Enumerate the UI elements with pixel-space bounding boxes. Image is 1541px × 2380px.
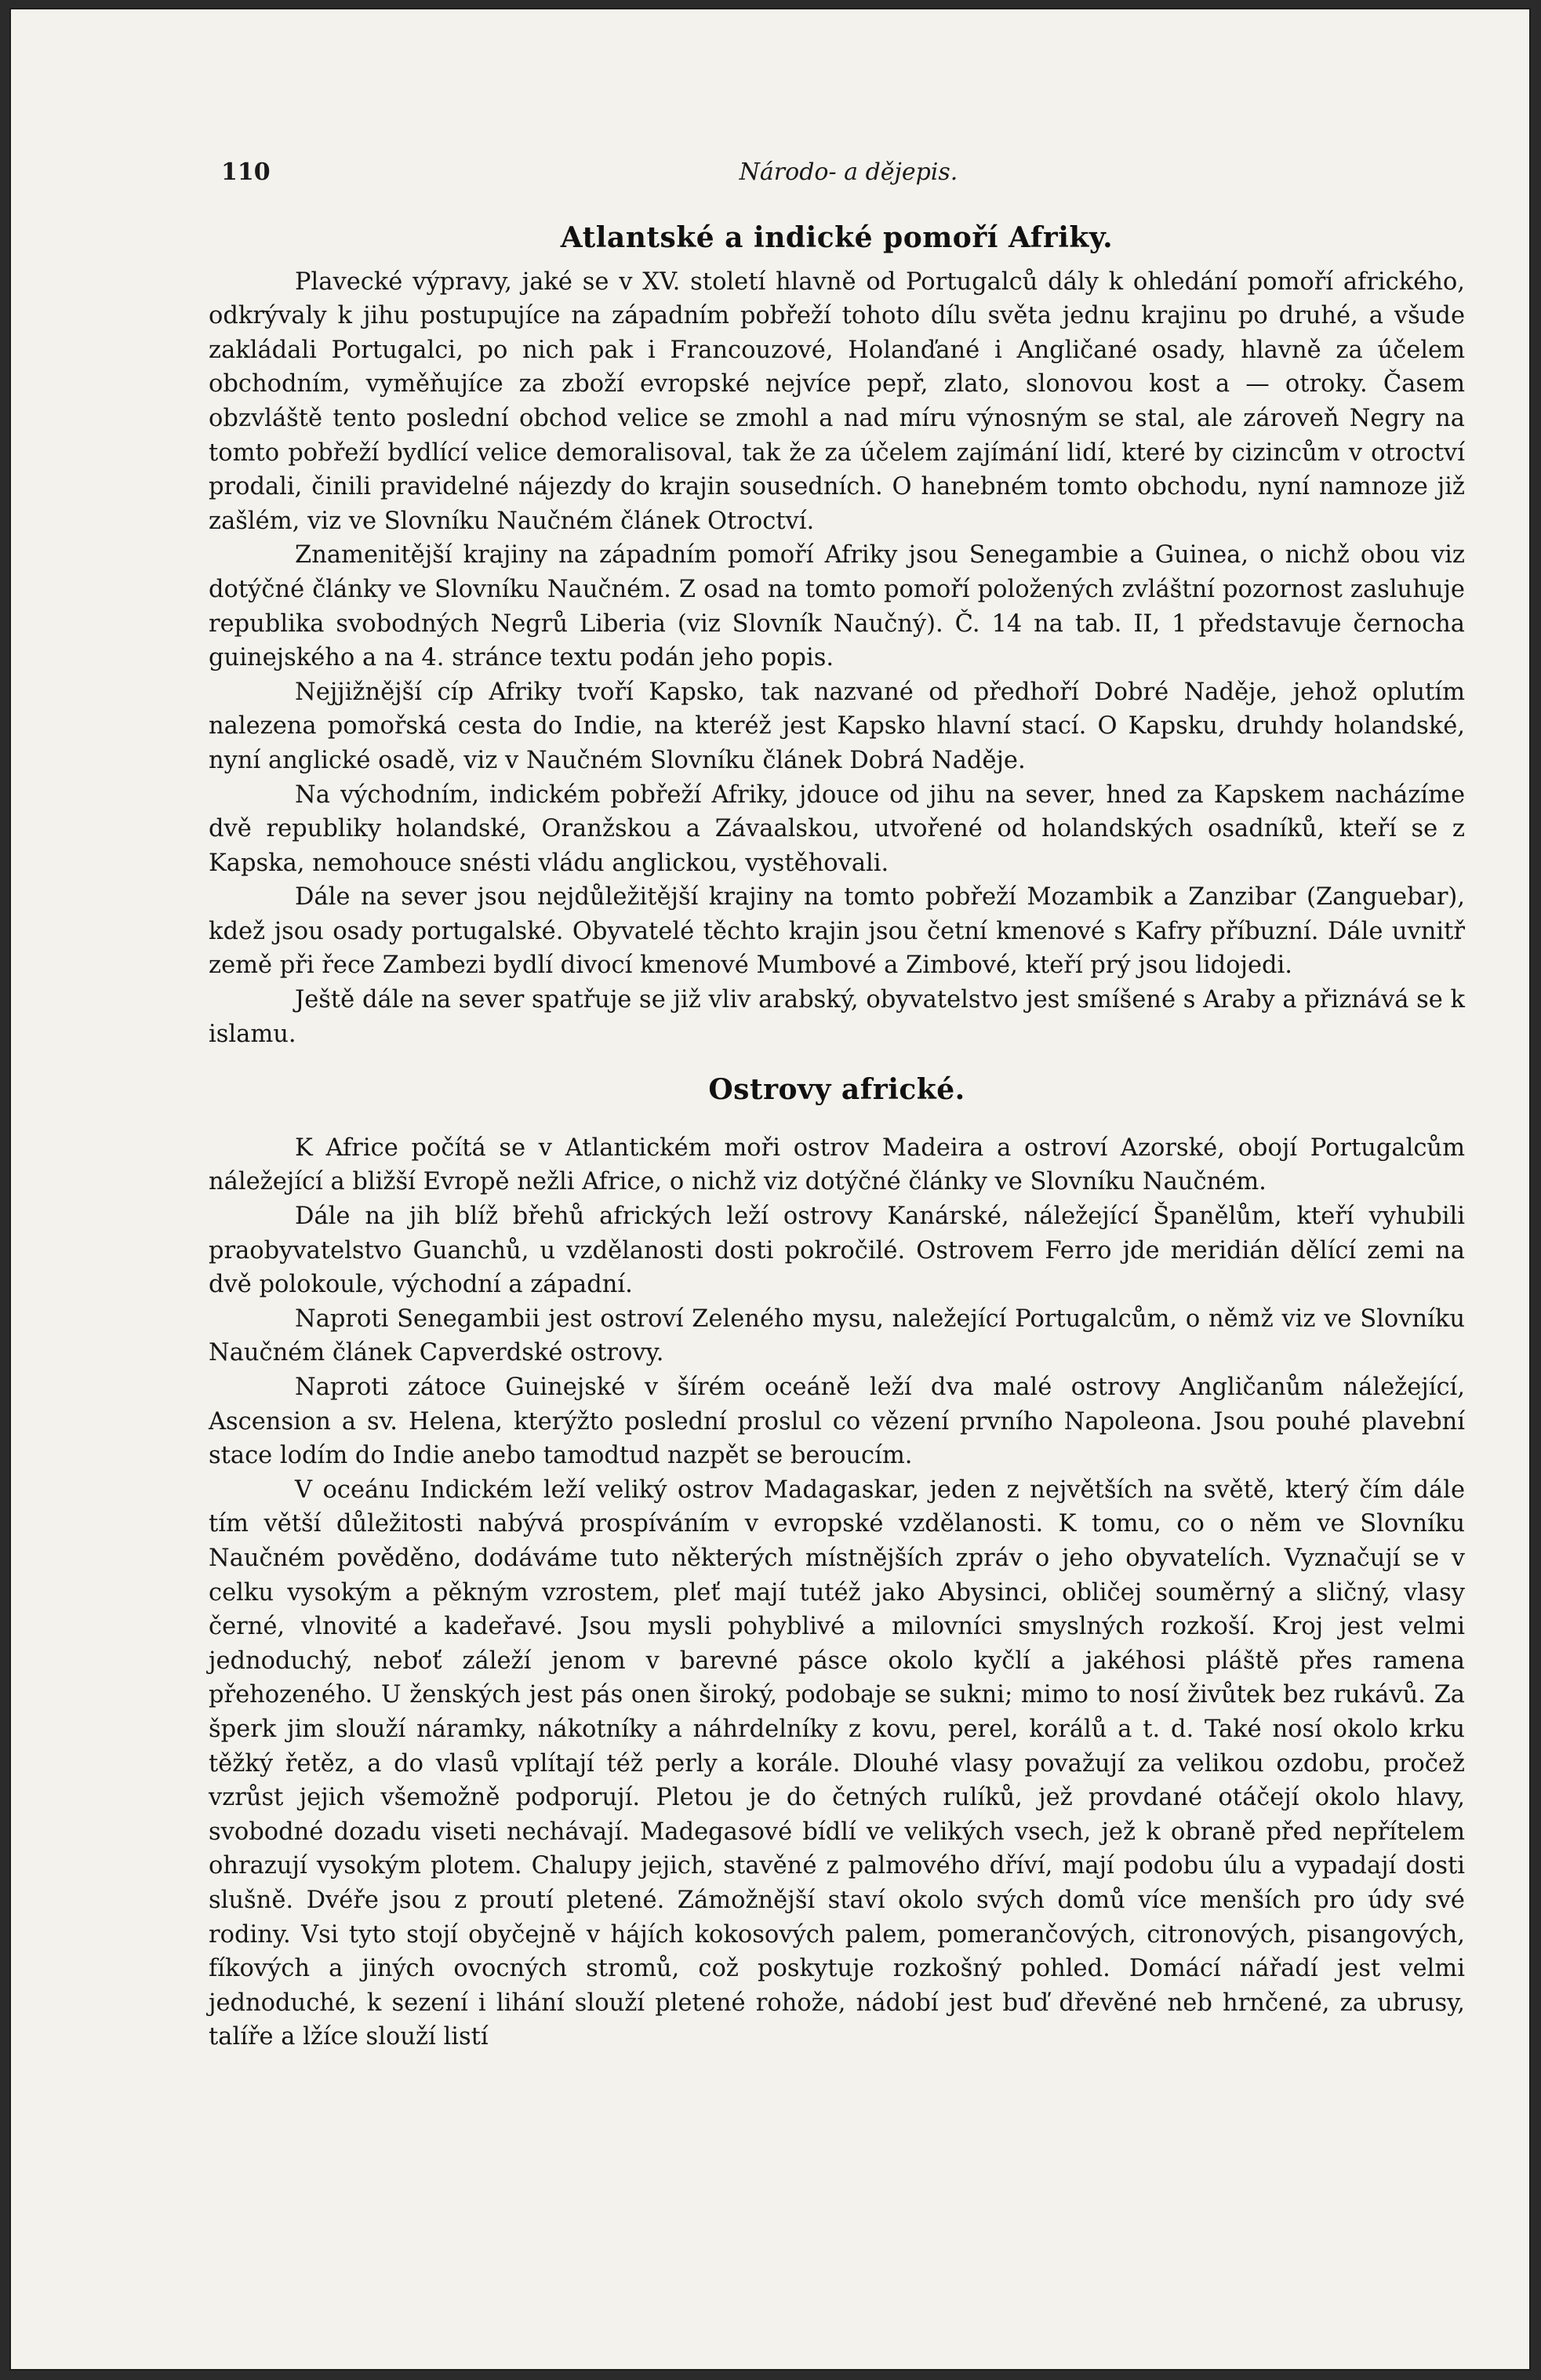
paragraph: Nejjižnější cíp Afriky tvoří Kapsko, tak nazvané od předhoří Dobré Naděje, jehož oplutím nalezena pomořská cesta do Indie, na kteréž jest Kapsko hlavní stací. O Kapsku, druhdy holandské, nyní anglické osadě, viz v Naučném Slovníku článek Dobrá Naděje. [209,678,1465,774]
paragraph: Na východním, indickém pobřeží Afriky, jdouce od jihu na sever, hned za Kapskem nacházíme dvě republiky holandské, Oranžskou a Závaalskou, utvořené od holandských osadníků, kteří se z Kapska, nemohouce snésti vládu anglickou, vystěhovali. [209,781,1465,877]
paragraph: Naproti zátoce Guinejské v šírém oceáně leží dva malé ostrovy Angličanům náležející, Ascension a sv. Helena, kterýžto poslední proslul co vězení prvního Napoleona. Jsou pouhé plavební stace lodím do Indie anebo tamodtud nazpět se beroucím. [209,1374,1465,1470]
paragraph: Naproti Senegambii jest ostroví Zeleného mysu, naležející Portugalcům, o němž viz ve Slovníku Naučném článek Capverdské ostrovy. [209,1305,1465,1367]
paragraph: K Africe počítá se v Atlantickém moři ostrov Madeira a ostroví Azorské, obojí Portugalcům náležející a bližší Evropě nežli Africe, o nichž viz dotýčné články ve Slovníku Naučném. [209,1134,1465,1196]
paragraph: V oceánu Indickém leží veliký ostrov Madagaskar, jeden z největších na světě, který čím dále tím větší důležitosti nabývá prospíváním v evropské vzdělanosti. K tomu, co o něm ve Slovníku Naučném pověděno, dodáváme tuto některých místnějších zpráv o jeho obyvatelích. Vyznačují se v celku vysokým a pěkným vzrostem, pleť mají tutéž jako Abysinci, obličej souměrný a sličný, vlasy černé, vlnovité a kadeřavé. Jsou mysli pohyblivé a milovníci smyslných rozkoší. Kroj jest velmi jednoduchý, neboť záleží jenom v barevné pásce okolo kyčlí a jakéhosi pláště přes ramena přehozeného. U ženských jest pás onen široký, podobaje se sukni; mimo to nosí živůtek bez rukávů. Za šperk jim slouží náramky, nákotníky a náhrdelníky z kovu, perel, korálů a t. d. Také nosí okolo krku těžký řetěz, a do vlasů vplítají též perly a korále. Dlouhé vlasy považují za velikou ozdobu, pročež vzrůst jejich všemožně podporují. Pletou je do četných rulíků, jež provdané otáčejí okolo hlavy, svobodné dozadu viseti nechávají. Madegasové bídlí ve velikých vsech, jež k obraně před nepřítelem ohrazují vysokým plotem. Chalupy jejich, stavěné z palmového dříví, mají podobu úlu a vypadají dosti slušně. Dvéře jsou z proutí pletené. Zámožnější staví okolo svých domů více menších pro údy své rodiny. Vsi tyto stojí obyčejně v hájích kokosových palem, pomerančových, citronových, pisangových, fíkových a jiných ovocných stromů, což poskytuje rozkošný pohled. Domácí nářadí jest velmi jednoduché, k sezení i lihání slouží pletené rohože, nádobí jest buď dřevěné neb hrnčené, za ubrusy, talíře a lžíce slouží listí [209,1476,1465,2051]
paragraph: Ještě dále na sever spatřuje se již vliv arabský, obyvatelstvo jest smíšené s Araby a přiznává se k islamu. [209,986,1465,1048]
paragraph: Plavecké výpravy, jaké se v XV. století hlavně od Portugalců dály k ohledání pomoří afrického, odkrývaly k jihu postupujíce na západním pobřeží tohoto dílu světa jednu krajinu po druhé, a všude zakládali Portugalci, po nich pak i Francouzové, Holanďané i Angličané osady, hlavně za účelem obchodním, vyměňujíce za zboží evropské nejvíce pepř, zlato, slonovou kost a — otroky. Časem obzvláště tento poslední obchod velice se zmohl a nad míru výnosným se stal, ale zároveň Negry na tomto pobřeží bydlící velice demoralisoval, tak že za účelem zajímání lidí, které by cizincům v otroctví prodali, činili pravidelné nájezdy do krajin sousedních. O hanebném tomto obchodu, nyní namnoze již zašlém, viz ve Slovníku Naučném článek Otroctví. [209,267,1465,535]
article-body [209,221,1465,2054]
section-heading-african-islands: Ostrovy africké. [708,1073,965,1107]
running-title: Národo- a dějepis. [739,158,958,186]
paragraph: Dále na jih blíž břehů afrických leží ostrovy Kanárské, náležející Španělům, kteří vyhubili praobyvatelstvo Guanchů, u vzdělanosti dosti pokročilé. Ostrovem Ferro jde meridián dělící zemi na dvě polokoule, východní a západní. [209,1203,1465,1299]
section-heading-atlantic-indian-coast: Atlantské a indické pomoří Afriky. [560,221,1114,254]
paragraph: Dále na sever jsou nejdůležitější krajiny na tomto pobřeží Mozambik a Zanzibar (Zanguebar), kdež jsou osady portugalské. Obyvatelé těchto krajin jsou četní kmenové s Kafry příbuzní. Dále uvnitř země při řece Zambezi bydlí divocí kmenové Mumbové a Zimbové, kteří prý jsou lidojedi. [209,883,1465,980]
page-number: 110 [221,158,271,186]
page-header [221,158,1476,190]
paragraph: Znamenitější krajiny na západním pomoří Afriky jsou Senegambie a Guinea, o nichž obou viz dotýčné články ve Slovníku Naučném. Z osad na tomto pomoří položených zvláštní pozornost zasluhuje republika svobodných Negrů Liberia (viz Slovník Naučný). Č. 14 na tab. II, 1 představuje černocha guinejského a na 4. stránce textu podán jeho popis. [209,541,1465,672]
